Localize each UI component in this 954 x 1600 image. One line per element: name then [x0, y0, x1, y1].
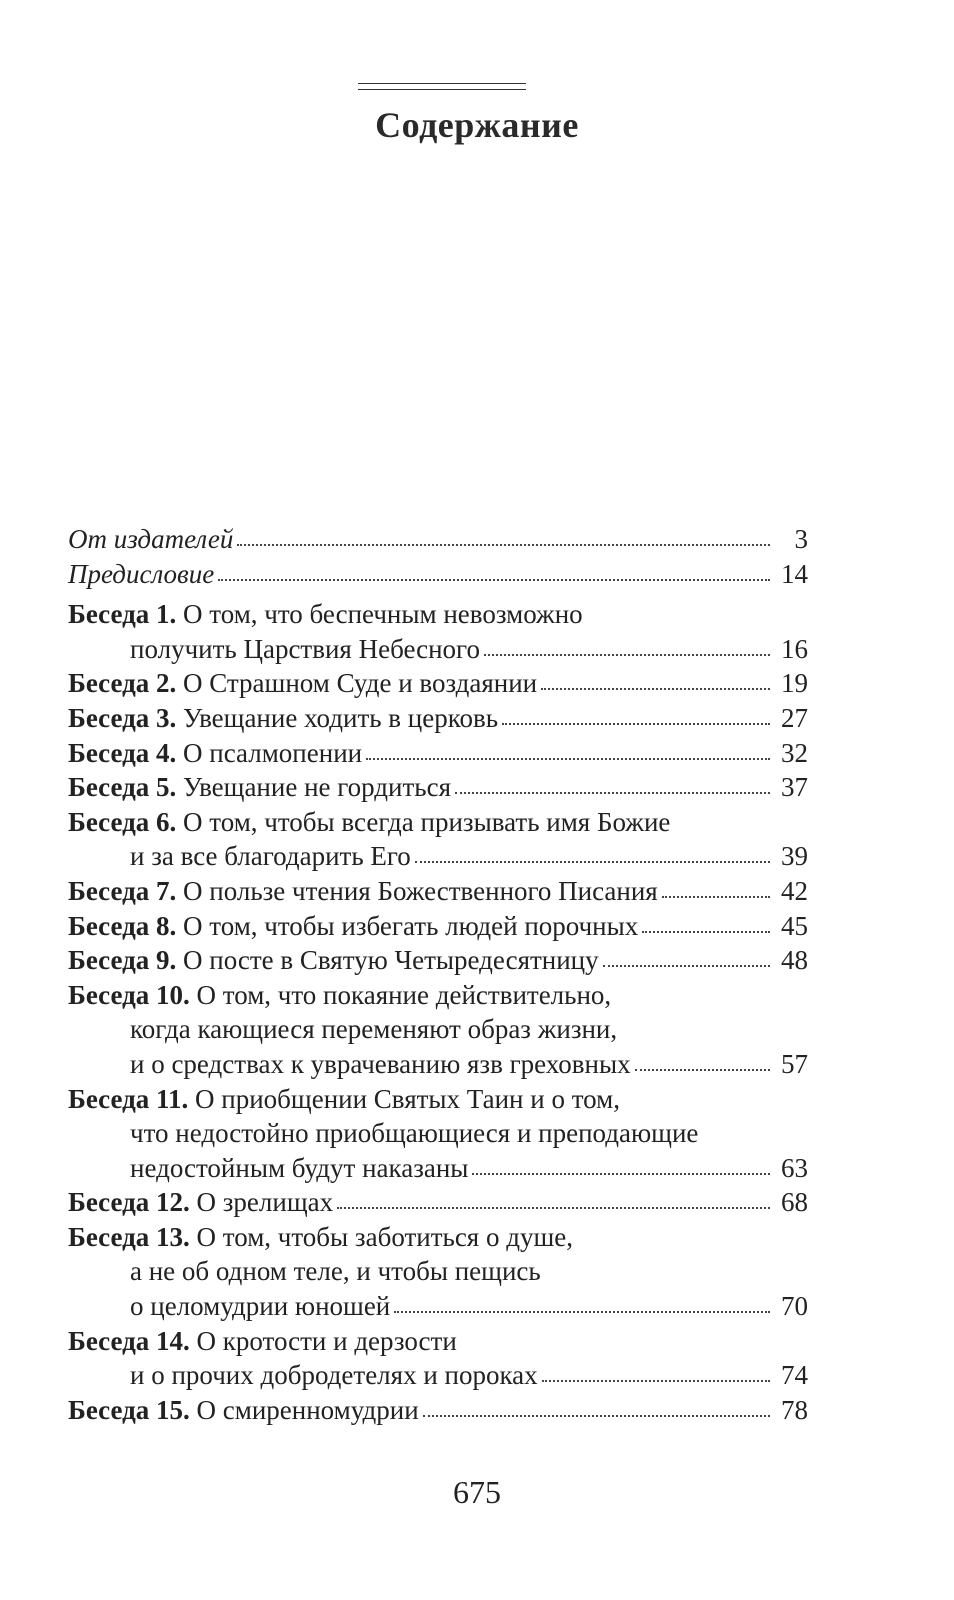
toc-line — [68, 557, 808, 592]
toc-line — [68, 1324, 808, 1359]
toc-entry — [68, 1220, 808, 1324]
toc-entry-title: недостойным будут наказаны — [130, 1152, 469, 1183]
toc-entry — [68, 1185, 808, 1220]
toc-entry-label: Беседа 6. — [68, 806, 177, 837]
dot-leader — [366, 758, 770, 760]
dot-leader — [484, 654, 770, 656]
dot-leader — [635, 1069, 770, 1071]
toc-page-number: 70 — [781, 1291, 808, 1322]
toc-line — [68, 805, 808, 840]
toc-entry-title: а не об одном теле, и чтобы пещись — [130, 1256, 541, 1287]
toc-entry-title: О кротости и дерзости — [196, 1325, 457, 1356]
toc-page-number: 39 — [781, 841, 808, 872]
toc-page-number: 57 — [781, 1048, 808, 1079]
toc-page-number: 32 — [781, 737, 808, 768]
toc-entry-title: когда кающиеся переменяют образ жизни, — [130, 1014, 618, 1045]
toc-line — [68, 1254, 808, 1289]
toc-page-number: 78 — [781, 1394, 808, 1425]
toc-entry — [68, 909, 808, 944]
toc-entry-label: Беседа 9. — [68, 945, 177, 976]
toc-page-number: 14 — [781, 558, 808, 589]
dot-leader — [337, 1207, 770, 1209]
toc-entry-title: Увещание ходить в церковь — [183, 702, 499, 733]
toc-entry-label: Беседа 10. — [68, 979, 190, 1010]
dot-leader — [603, 965, 770, 967]
toc-line — [68, 978, 808, 1013]
toc-line — [68, 1185, 808, 1220]
toc-entry-title: О пользе чтения Божественного Писания — [183, 875, 658, 906]
toc-entry-title: О том, чтобы избегать людей порочных — [183, 910, 639, 941]
dot-leader — [662, 896, 770, 898]
toc-entry — [68, 1393, 808, 1428]
toc-entry-title: О приобщении Святых Таин и о том, — [195, 1083, 620, 1114]
toc-page-number: 42 — [781, 875, 808, 906]
toc-page-number: 19 — [781, 668, 808, 699]
dot-leader — [237, 544, 770, 546]
toc-page-number: 68 — [781, 1187, 808, 1218]
toc-line — [68, 736, 808, 771]
toc-line — [68, 770, 808, 805]
toc-entry-label: Беседа 7. — [68, 875, 177, 906]
toc-line — [68, 701, 808, 736]
toc-line — [68, 632, 808, 667]
toc-entry-title: О Страшном Суде и воздаянии — [183, 668, 538, 699]
toc-entry-title: О псалмопении — [183, 737, 363, 768]
dot-leader — [415, 861, 770, 863]
toc-entry — [68, 1324, 808, 1393]
dot-leader — [394, 1311, 770, 1313]
toc-page-number: 3 — [794, 524, 808, 554]
toc-entry-label: Беседа 5. — [68, 772, 177, 803]
toc-line — [68, 909, 808, 944]
toc-entry-title: и за все благодарить Его — [130, 841, 411, 872]
dot-leader — [542, 1380, 770, 1382]
page-title: Содержание — [375, 105, 579, 145]
toc-entry-label: Беседа 15. — [68, 1394, 190, 1425]
dot-leader — [642, 931, 770, 933]
toc-entry-title: Предисловие — [68, 558, 215, 589]
toc-line — [68, 1393, 808, 1428]
dot-leader — [472, 1173, 770, 1175]
toc-entry-label: Беседа 12. — [68, 1187, 190, 1218]
toc-line — [68, 1220, 808, 1255]
toc-page-number: 37 — [781, 772, 808, 803]
dot-leader — [455, 792, 770, 794]
toc-page-number: 48 — [781, 945, 808, 976]
toc-entry-title: О зрелищах — [196, 1187, 334, 1218]
toc-line — [68, 874, 808, 909]
toc-entry-title: Увещание не гордиться — [183, 772, 451, 803]
toc-page-number: 74 — [781, 1360, 808, 1391]
toc-entry — [68, 978, 808, 1082]
toc-line — [68, 839, 808, 874]
toc-entry-title: О том, чтобы всегда призывать имя Божие — [183, 806, 671, 837]
page-number: 675 — [453, 1474, 501, 1510]
toc-page-number: 63 — [781, 1152, 808, 1183]
toc-line — [68, 943, 808, 978]
toc-entry-label: Беседа 1. — [68, 599, 177, 630]
toc-entry-label: Беседа 13. — [68, 1221, 190, 1252]
toc-entry-title: что недостойно приобщающиеся и преподающие — [130, 1118, 699, 1149]
toc-page-number: 45 — [781, 910, 808, 941]
table-of-contents — [68, 522, 808, 1427]
toc-page-number: 16 — [781, 633, 808, 664]
toc-entry-title: и о средствах к уврачеванию язв греховных — [130, 1048, 631, 1079]
toc-entry-title: о целомудрии юношей — [130, 1291, 391, 1322]
dot-leader — [541, 688, 770, 690]
toc-entry-title: О том, что покаяние действительно, — [196, 979, 612, 1010]
toc-entry — [68, 597, 808, 666]
toc-entry — [68, 874, 808, 909]
toc-entry — [68, 557, 808, 592]
dot-leader — [502, 723, 770, 725]
toc-entry-title: О смиренномудрии — [196, 1394, 419, 1425]
toc-page-number: 27 — [781, 702, 808, 733]
dot-leader — [218, 579, 770, 581]
toc-entry — [68, 1082, 808, 1186]
toc-entry-label: Беседа 8. — [68, 910, 177, 941]
toc-entry — [68, 522, 808, 557]
toc-entry-title: и о прочих добродетелях и пороках — [130, 1360, 538, 1391]
toc-line — [68, 522, 808, 557]
toc-entry — [68, 943, 808, 978]
toc-line — [68, 1012, 808, 1047]
toc-line — [68, 597, 808, 632]
toc-line — [68, 666, 808, 701]
toc-line — [68, 1151, 808, 1186]
toc-line — [68, 1116, 808, 1151]
title-rule — [358, 83, 526, 90]
toc-entry-title: получить Царствия Небесного — [130, 633, 480, 664]
toc-entry-label: Беседа 11. — [68, 1083, 189, 1114]
toc-entry-title: От издателей — [68, 524, 234, 554]
toc-entry-label: Беседа 14. — [68, 1325, 190, 1356]
toc-entry — [68, 736, 808, 771]
toc-entry-title: О том, чтобы заботиться о душе, — [196, 1221, 573, 1252]
toc-entry-label: Беседа 3. — [68, 702, 177, 733]
toc-line — [68, 1358, 808, 1393]
toc-entry-label: Беседа 4. — [68, 737, 177, 768]
toc-entry — [68, 770, 808, 805]
toc-entry-title: О посте в Святую Четыредесятницу — [183, 945, 599, 976]
toc-line — [68, 1082, 808, 1117]
toc-entry-title: О том, что беспечным невозможно — [183, 599, 583, 630]
toc-entry — [68, 701, 808, 736]
toc-entry — [68, 666, 808, 701]
dot-leader — [423, 1415, 770, 1417]
toc-line — [68, 1289, 808, 1324]
toc-entry-label: Беседа 2. — [68, 668, 177, 699]
toc-line — [68, 1047, 808, 1082]
toc-entry — [68, 805, 808, 874]
